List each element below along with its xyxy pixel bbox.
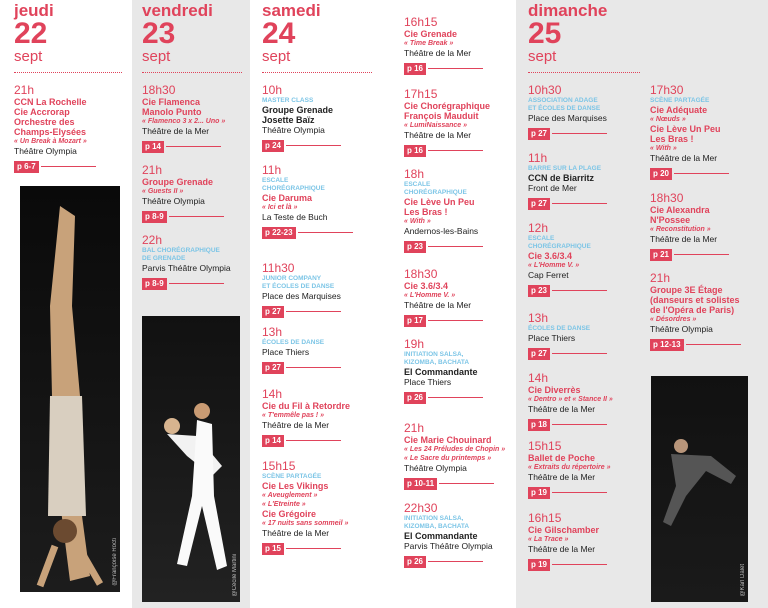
- event-show-title: « L'Homme V. »: [404, 292, 456, 299]
- page-ref: [404, 475, 514, 493]
- page-ref: [142, 275, 242, 293]
- event-show-title: « Reconstitution »: [650, 226, 711, 233]
- event-show-title: « L'Etreinte »: [262, 501, 306, 508]
- event-venue: Théâtre de la Mer: [262, 528, 330, 538]
- day-number: 24: [262, 17, 296, 50]
- page-ref-line: [428, 320, 483, 321]
- jumping-dancer-illustration: [651, 376, 748, 602]
- event-company: Orchestre des: [14, 117, 75, 127]
- page-ref: [262, 540, 372, 558]
- event-category: KIZOMBA, BACHATA: [404, 359, 470, 366]
- event-time: 21h: [650, 271, 671, 285]
- event-item: [404, 502, 514, 571]
- page-ref: [650, 336, 762, 354]
- event-company: Cie Marie Chouinard: [404, 435, 492, 445]
- page-ref-line: [552, 492, 607, 493]
- page-badge[interactable]: p 20: [650, 168, 672, 180]
- event-company: (danseurs et solistes: [650, 295, 740, 305]
- event-show-title: « Dentro » et « Stance II »: [528, 396, 613, 403]
- event-time: 16h15: [528, 511, 562, 525]
- page-ref: [262, 137, 372, 155]
- page-ref: [528, 484, 640, 502]
- event-item: [142, 84, 242, 156]
- event-company: CCN La Rochelle: [14, 97, 87, 107]
- day-column-jeudi: [14, 0, 122, 171]
- event-time: 22h: [142, 233, 163, 247]
- page-ref-line: [169, 216, 224, 217]
- event-company: Cie Grégoire: [262, 509, 317, 519]
- event-item: [528, 512, 640, 574]
- event-venue: Théâtre de la Mer: [404, 48, 472, 58]
- page-ref: [528, 125, 640, 143]
- page-badge[interactable]: p 19: [528, 559, 550, 571]
- event-show-title: « Les 24 Préludes de Chopin »: [404, 446, 506, 453]
- handstand-dancer-illustration: [20, 186, 120, 592]
- event-venue: Théâtre de la Mer: [650, 234, 718, 244]
- event-venue: Théâtre Olympia: [14, 146, 77, 156]
- event-item: [528, 440, 640, 502]
- page-ref: [404, 389, 514, 407]
- day-name: vendredi: [142, 1, 213, 20]
- event-company: Ballet de Poche: [528, 453, 596, 463]
- event-venue: Andernos-les-Bains: [404, 226, 479, 236]
- page-badge[interactable]: p 27: [262, 306, 284, 318]
- event-company: Manolo Punto: [142, 107, 202, 117]
- event-venue: Place des Marquises: [528, 113, 607, 123]
- day-month: sept: [262, 48, 291, 65]
- day-column-vendredi: [142, 0, 242, 288]
- page-ref: [262, 303, 372, 321]
- day-number: 22: [14, 17, 48, 50]
- photo-credit: @Françoise Rocti: [112, 538, 118, 586]
- day-column-samedi-left: [262, 0, 372, 553]
- event-category: ESCALE: [262, 177, 289, 184]
- event-time: 22h30: [404, 501, 438, 515]
- page-badge[interactable]: p 16: [404, 63, 426, 75]
- page-ref-line: [552, 290, 607, 291]
- event-item: [404, 16, 514, 78]
- event-time: 11h: [262, 163, 282, 177]
- event-venue: Théâtre de la Mer: [528, 544, 596, 554]
- photo-credit: @Karl Dalet: [740, 563, 746, 596]
- event-company: Cie Adéquate: [650, 105, 708, 115]
- event-venue: Cap Ferret: [528, 270, 569, 280]
- event-item: [404, 268, 514, 330]
- event-company: Les Bras !: [650, 134, 694, 144]
- event-show-title: « 17 nuits sans sommeil »: [262, 520, 349, 527]
- event-time: 17h15: [404, 87, 438, 101]
- page-ref-line: [298, 232, 353, 233]
- day-number: 23: [142, 17, 176, 50]
- event-show-title: « Nœuds »: [650, 116, 686, 123]
- event-category: CHORÉGRAPHIQUE: [528, 243, 591, 250]
- event-show-title: « Un Break à Mozart »: [14, 138, 87, 145]
- page-ref: [262, 224, 372, 242]
- event-performer: CCN de Biarritz: [528, 173, 595, 183]
- page-ref-line: [552, 353, 607, 354]
- event-company: Les Bras !: [404, 207, 448, 217]
- day-column-dimanche-left: [528, 0, 640, 569]
- event-company: François Mauduit: [404, 111, 479, 121]
- event-performer: El Commandante: [404, 531, 478, 541]
- page-ref: [262, 359, 372, 377]
- event-venue: Théâtre de la Mer: [528, 404, 596, 414]
- page-ref-line: [674, 254, 729, 255]
- page-ref: [262, 432, 372, 450]
- event-item: [262, 84, 372, 155]
- day-header: [14, 0, 122, 73]
- page-badge[interactable]: p 10-11: [404, 478, 437, 490]
- page-badge[interactable]: p 26: [404, 556, 426, 568]
- page-badge[interactable]: p 23: [404, 241, 426, 253]
- event-time: 14h: [262, 387, 283, 401]
- page-ref: [528, 556, 640, 574]
- event-category: BAL CHORÉGRAPHIQUE: [142, 247, 220, 254]
- event-time: 13h: [528, 311, 549, 325]
- day-name: jeudi: [14, 1, 54, 20]
- event-venue: Place des Marquises: [262, 291, 341, 301]
- event-company: Cie Lève Un Peu: [404, 197, 475, 207]
- dancer-photo-dimanche: [651, 376, 748, 602]
- page-ref: [650, 165, 762, 183]
- page-ref-line: [169, 283, 224, 284]
- event-time: 13h: [262, 325, 283, 339]
- event-item: [528, 312, 640, 363]
- event-venue: Théâtre de la Mer: [404, 300, 472, 310]
- page-badge[interactable]: p 27: [262, 362, 284, 374]
- event-venue: Parvis Théâtre Olympia: [404, 541, 493, 551]
- event-category: ET ÉCOLES DE DANSE: [262, 283, 335, 290]
- event-show-title: « T'emmêle pas ! »: [262, 412, 324, 419]
- event-category: ESCALE: [528, 235, 555, 242]
- page-badge[interactable]: p 27: [528, 128, 550, 140]
- event-company: Cie Chorégraphique: [404, 101, 491, 111]
- page-badge[interactable]: p 8-9: [142, 211, 167, 223]
- day-header: [142, 0, 242, 73]
- event-item: [262, 326, 372, 377]
- event-time: 18h30: [404, 267, 438, 281]
- dotted-divider: [142, 72, 242, 73]
- page-badge[interactable]: p 15: [262, 543, 284, 555]
- day-month: sept: [528, 48, 557, 65]
- page-ref-line: [552, 424, 607, 425]
- page-ref-line: [286, 311, 341, 312]
- event-category: SCÈNE PARTAGÉE: [650, 97, 710, 104]
- event-venue: Place Thiers: [528, 333, 576, 343]
- event-time: 15h15: [528, 439, 562, 453]
- event-company: Cie Daruma: [262, 193, 313, 203]
- event-venue: Théâtre de la Mer: [528, 472, 596, 482]
- duet-dancers-illustration: [142, 316, 240, 602]
- event-item: [14, 84, 122, 176]
- event-company: Champs-Elysées: [14, 127, 87, 137]
- page-badge[interactable]: p 14: [142, 141, 164, 153]
- event-show-title: « Aveuglement »: [262, 492, 318, 499]
- dotted-divider: [528, 72, 640, 73]
- event-item: [528, 152, 640, 213]
- page-ref-line: [286, 548, 341, 549]
- event-venue: Théâtre Olympia: [404, 463, 467, 473]
- event-time: 18h: [404, 167, 425, 181]
- event-item: [528, 372, 640, 434]
- event-show-title: « With »: [404, 218, 431, 225]
- event-venue: Théâtre de la Mer: [650, 153, 718, 163]
- day-month: sept: [14, 48, 43, 65]
- page-badge[interactable]: p 19: [528, 487, 550, 499]
- event-venue: Parvis Théâtre Olympia: [142, 263, 231, 273]
- event-category: KIZOMBA, BACHATA: [404, 523, 470, 530]
- page-ref: [14, 158, 122, 176]
- page-ref: [404, 312, 514, 330]
- page-ref-line: [428, 68, 483, 69]
- event-company: Cie 3.6/3.4: [404, 281, 449, 291]
- page-badge[interactable]: p 6-7: [14, 161, 39, 173]
- day-month: sept: [142, 48, 171, 65]
- event-time: 21h: [142, 163, 163, 177]
- event-item: [650, 84, 762, 183]
- dancer-photo-vendredi: [142, 316, 240, 602]
- event-performer: Josette Baïz: [262, 115, 315, 125]
- dotted-divider: [262, 72, 372, 73]
- day-number: 25: [528, 17, 562, 50]
- page-ref-line: [428, 246, 483, 247]
- page-ref-line: [428, 397, 483, 398]
- event-performer: Groupe Grenade: [262, 105, 334, 115]
- day-name: dimanche: [528, 1, 608, 20]
- event-category: ASSOCIATION ADAGE: [528, 97, 598, 104]
- event-time: 14h: [528, 371, 549, 385]
- event-show-title: « Extraits du répertoire »: [528, 464, 611, 471]
- page-ref: [404, 238, 514, 256]
- event-item: [404, 88, 514, 160]
- event-item: [262, 164, 372, 242]
- event-show-title: « Time Break »: [404, 40, 454, 47]
- event-time: 21h: [14, 83, 35, 97]
- event-venue: Théâtre de la Mer: [404, 130, 472, 140]
- event-time: 17h30: [650, 83, 684, 97]
- event-item: [650, 192, 762, 264]
- event-category: DE GRENADE: [142, 255, 186, 262]
- event-show-title: « Guests II »: [142, 188, 184, 195]
- event-item: [650, 272, 762, 354]
- page-ref-line: [439, 483, 494, 484]
- event-item: [262, 460, 372, 558]
- event-category: ÉCOLES DE DANSE: [262, 339, 325, 346]
- page-ref: [528, 345, 640, 363]
- event-venue: La Teste de Buch: [262, 212, 328, 222]
- event-category: ESCALE: [404, 181, 431, 188]
- page-ref: [404, 60, 514, 78]
- page-badge[interactable]: p 14: [262, 435, 284, 447]
- photo-credit: @Cécile Martini: [232, 553, 238, 596]
- day-header: [262, 0, 372, 73]
- page-ref-line: [552, 564, 607, 565]
- event-company: Cie Lève Un Peu: [650, 124, 721, 134]
- event-show-title: « Le Sacre du printemps »: [404, 455, 492, 462]
- event-show-title: « With »: [650, 145, 677, 152]
- page-badge[interactable]: p 24: [262, 140, 284, 152]
- event-company: de l'Opéra de Paris): [650, 305, 735, 315]
- page-ref: [528, 195, 640, 213]
- event-time: 18h30: [650, 191, 684, 205]
- page-ref-line: [286, 145, 341, 146]
- event-venue: Théâtre de la Mer: [262, 420, 330, 430]
- dotted-divider: [14, 72, 122, 73]
- event-venue: Théâtre Olympia: [650, 324, 713, 334]
- page-ref: [142, 138, 242, 156]
- event-show-title: « Ici et là »: [262, 204, 298, 211]
- event-item: [528, 84, 640, 143]
- page-badge[interactable]: p 21: [650, 249, 672, 261]
- day-header: [528, 0, 640, 73]
- page-ref-line: [286, 367, 341, 368]
- page-badge[interactable]: p 16: [404, 145, 426, 157]
- event-company: Cie Flamenca: [142, 97, 201, 107]
- event-company: N'Possee: [650, 215, 691, 225]
- event-show-title: « Désordres »: [650, 316, 697, 323]
- event-item: [404, 168, 514, 256]
- page-ref: [650, 246, 762, 264]
- page-ref-line: [552, 133, 607, 134]
- event-show-title: « Flamenco 3 x 2... Uno »: [142, 118, 226, 125]
- event-company: Cie Accrorap: [14, 107, 70, 117]
- page-ref-line: [552, 203, 607, 204]
- event-item: [404, 338, 514, 407]
- page-badge[interactable]: p 23: [528, 285, 550, 297]
- page-ref: [142, 208, 242, 226]
- event-venue: Théâtre de la Mer: [142, 126, 210, 136]
- event-category: ÉCOLES DE DANSE: [528, 325, 591, 332]
- event-show-title: « LumiNaissance »: [404, 122, 468, 129]
- event-category: JUNIOR COMPANY: [262, 275, 322, 282]
- page-badge[interactable]: p 12-13: [650, 339, 684, 351]
- page-ref-line: [286, 440, 341, 441]
- page-ref: [528, 282, 640, 300]
- event-company: Cie Alexandra: [650, 205, 710, 215]
- event-venue: Théâtre Olympia: [142, 196, 205, 206]
- page-ref: [404, 142, 514, 160]
- event-category: CHORÉGRAPHIQUE: [404, 189, 467, 196]
- day-name: samedi: [262, 1, 321, 20]
- event-show-title: « L'Homme V. »: [528, 262, 580, 269]
- page-ref: [404, 553, 514, 571]
- event-item: [404, 422, 514, 493]
- event-company: Cie 3.6/3.4: [528, 251, 573, 261]
- page-ref-line: [674, 173, 729, 174]
- event-time: 19h: [404, 337, 425, 351]
- event-performer: El Commandante: [404, 367, 478, 377]
- page-badge[interactable]: p 18: [528, 419, 550, 431]
- event-time: 12h: [528, 221, 549, 235]
- event-company: Groupe Grenade: [142, 177, 214, 187]
- event-company: Cie Grenade: [404, 29, 458, 39]
- event-company: Cie Diverrès: [528, 385, 581, 395]
- page-ref-line: [428, 150, 483, 151]
- event-category: INITIATION SALSA,: [404, 515, 464, 522]
- event-time: 11h30: [262, 261, 295, 275]
- event-category: ET ÉCOLES DE DANSE: [528, 105, 601, 112]
- event-company: Groupe 3E Étage: [650, 285, 723, 295]
- event-item: [142, 234, 242, 293]
- page-badge[interactable]: p 27: [528, 198, 550, 210]
- event-category: CHORÉGRAPHIQUE: [262, 185, 325, 192]
- event-time: 18h30: [142, 83, 176, 97]
- page-badge[interactable]: p 27: [528, 348, 550, 360]
- event-time: 15h15: [262, 459, 296, 473]
- event-venue: Théâtre Olympia: [262, 125, 325, 135]
- page-badge[interactable]: p 8-9: [142, 278, 167, 290]
- event-venue: Front de Mer: [528, 183, 577, 193]
- event-item: [528, 222, 640, 300]
- event-show-title: « La Trace »: [528, 536, 569, 543]
- page-ref: [528, 416, 640, 434]
- event-item: [142, 164, 242, 226]
- page-ref-line: [166, 146, 221, 147]
- event-time: 10h30: [528, 83, 562, 97]
- event-company: Cie Les Vikings: [262, 481, 329, 491]
- event-time: 21h: [404, 421, 425, 435]
- event-category: MASTER CLASS: [262, 97, 314, 104]
- page-badge[interactable]: p 22-23: [262, 227, 296, 239]
- event-category: SCÈNE PARTAGÉE: [262, 473, 322, 480]
- page-ref-line: [686, 344, 741, 345]
- event-time: 11h: [528, 151, 548, 165]
- event-time: 10h: [262, 83, 283, 97]
- dancer-photo-jeudi: [20, 186, 120, 592]
- event-company: Cie Gilschamber: [528, 525, 600, 535]
- page-badge[interactable]: p 17: [404, 315, 426, 327]
- page-ref-line: [41, 166, 96, 167]
- event-company: Cie du Fil à Retordre: [262, 401, 351, 411]
- event-item: [262, 262, 372, 321]
- event-time: 16h15: [404, 15, 438, 29]
- page-badge[interactable]: p 26: [404, 392, 426, 404]
- event-item: [262, 388, 372, 450]
- event-category: INITIATION SALSA,: [404, 351, 464, 358]
- page-ref-line: [428, 561, 483, 562]
- event-category: BARRE SUR LA PLAGE: [528, 165, 602, 172]
- event-venue: Place Thiers: [404, 377, 452, 387]
- event-venue: Place Thiers: [262, 347, 310, 357]
